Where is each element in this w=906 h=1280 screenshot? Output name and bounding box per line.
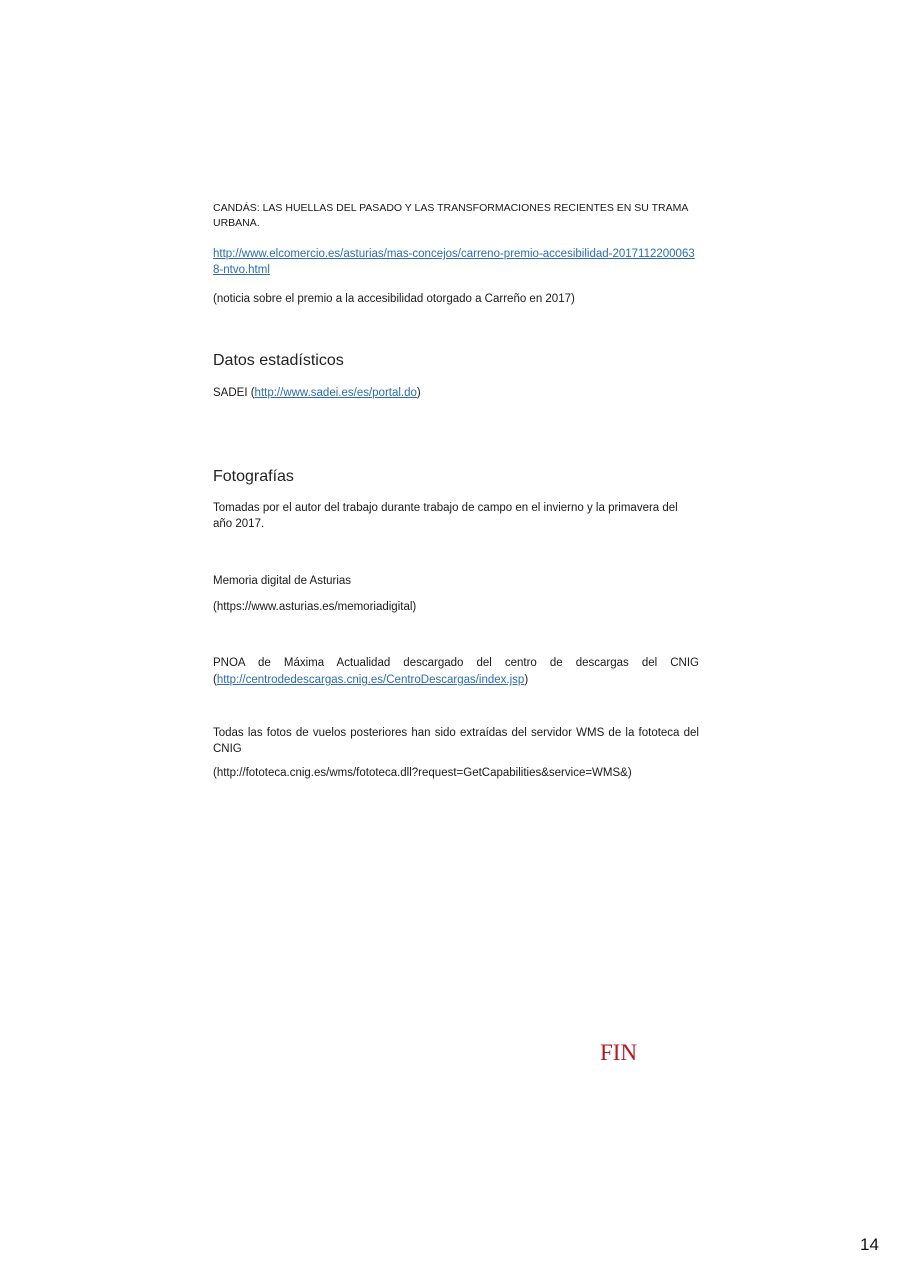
- photos-heading: Fotografías: [213, 468, 294, 485]
- elcomercio-link[interactable]: http://www.elcomercio.es/asturias/mas-concejos/carreno-premio-accesibilidad-20171122000638-ntvo.html: [213, 248, 695, 276]
- memoria-label: Memoria digital de Asturias: [213, 575, 352, 587]
- fin-mark: FIN: [600, 1040, 638, 1065]
- stats-source: SADEI (http://www.sadei.es/es/portal.do): [213, 387, 421, 399]
- fototeca-url: (http://fototeca.cnig.es/wms/fototeca.dll?request=GetCapabilities&service=WMS&): [213, 767, 632, 779]
- stats-heading: Datos estadísticos: [213, 352, 344, 369]
- sadei-link[interactable]: http://www.sadei.es/es/portal.do: [254, 387, 417, 399]
- cnig-download-link[interactable]: http://centrodedescargas.cnig.es/CentroDescargas/index.jsp: [216, 674, 525, 686]
- block1-link-para: [213, 246, 699, 278]
- pnoa-link-para: (http://centrodedescargas.cnig.es/CentroDescargas/index.jsp): [213, 674, 529, 686]
- pnoa-text: PNOA de Máxima Actualidad descargado del centro de descargas del CNIG: [213, 657, 699, 669]
- fototeca-text: Todas las fotos de vuelos posteriores han sido extraídas del servidor WMS de la fototeca del CNIG: [213, 727, 699, 755]
- block1-note: (noticia sobre el premio a la accesibilidad otorgado a Carreño en 2017): [213, 293, 575, 305]
- page-number: 14: [860, 1235, 879, 1254]
- photos-text: Tomadas por el autor del trabajo durante trabajo de campo en el invierno y la primavera del año 2017.: [213, 502, 678, 530]
- memoria-url: (https://www.asturias.es/memoriadigital): [213, 601, 417, 613]
- block1-title: CANDÁS: LAS HUELLAS DEL PASADO Y LAS TRANSFORMACIONES RECIENTES EN SU TRAMA URBANA.: [213, 202, 688, 229]
